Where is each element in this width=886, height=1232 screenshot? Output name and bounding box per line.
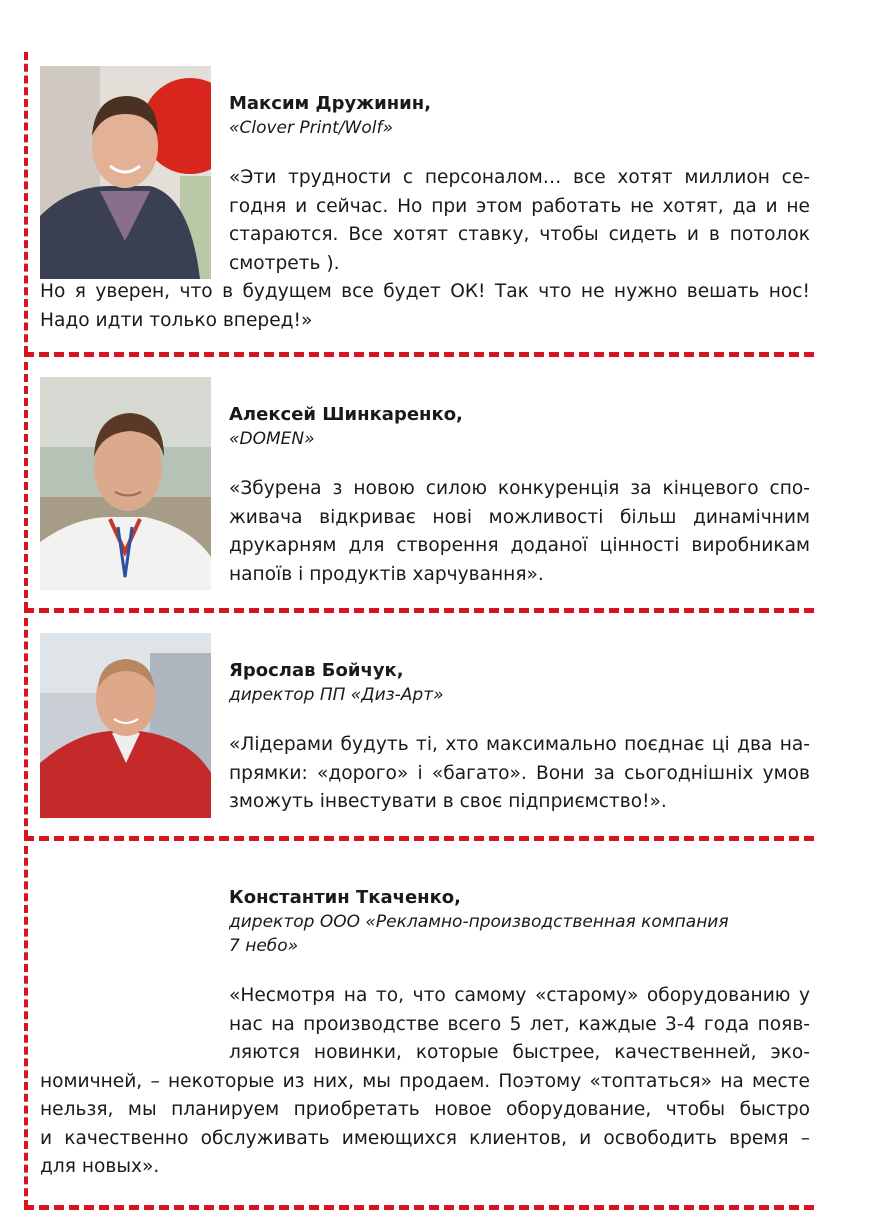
quote-line: живача відкриває нові можливості більш динамічним <box>229 506 810 528</box>
quote-text <box>40 731 810 817</box>
quote-text <box>40 982 810 1182</box>
person-company: «Clover Print/Wolf» <box>229 118 393 138</box>
quote-line: «Збурена з новою силою конкуренція за кінцевого спо- <box>229 478 810 499</box>
quote-line: друкарням для створення доданої цінності виробникам <box>229 535 810 556</box>
testimonial-boychuk <box>40 659 810 817</box>
quote-line: ляются новинки, которые быстрее, качественней, эко- <box>229 1042 810 1063</box>
divider-dashes-3 <box>24 836 814 841</box>
quote-line: номичней, – некоторые из них, мы продаем. Поэтому «топтаться» на месте <box>40 1070 810 1092</box>
quote-line: прямки: «дорого» і «багато». Вони за сьогоднішніх умов <box>229 762 810 784</box>
frame-left-dashes-4 <box>24 846 28 1208</box>
quote-line: «Несмотря на то, что самому «старому» оборудованию у <box>229 985 810 1006</box>
testimonial-druzhinin <box>40 92 810 335</box>
person-company: директор ПП «Диз-Арт» <box>229 685 444 705</box>
quote-line: «Эти трудности с персоналом… все хотят миллион се- <box>229 167 810 188</box>
quote-line: Надо идти только вперед!» <box>40 309 313 331</box>
quote-line: нельзя, мы планируем приобретать новое оборудование, чтобы быстро <box>40 1099 810 1120</box>
quote-line: для новых». <box>40 1156 160 1177</box>
quote-text <box>40 164 810 335</box>
divider-dashes-1 <box>24 352 814 357</box>
person-company: директор ООО «Рекламно-производственная компания <box>229 912 729 932</box>
quote-line: смотреть ). <box>229 252 340 274</box>
person-company: «DOMEN» <box>229 429 315 449</box>
quote-line: Но я уверен, что в будущем все будет ОК! Так что не нужно вешать нос! <box>40 281 810 302</box>
quote-line: нас на производстве всего 5 лет, каждые 3-4 года появ- <box>229 1013 810 1035</box>
person-name: Ярослав Бойчук, <box>229 660 404 681</box>
quote-line: напоїв і продуктів харчування». <box>229 563 544 585</box>
person-company-line-2: 7 небо» <box>229 936 299 956</box>
quote-line: годня и сейчас. Но при этом работать не хотят, да и не <box>229 195 810 217</box>
person-name: Константин Ткаченко, <box>229 887 462 908</box>
quote-line: зможуть інвестувати в своє підприємство!». <box>229 791 667 812</box>
frame-left-dashes-1 <box>24 52 28 354</box>
frame-left-dashes-2 <box>24 362 28 610</box>
person-name: Максим Дружинин, <box>229 93 432 114</box>
quote-text <box>40 475 810 589</box>
testimonial-shinkarenko <box>40 403 810 589</box>
quote-line: стараются. Все хотят ставку, чтобы сидеть и в потолок <box>229 224 810 245</box>
quote-line: «Лідерами будуть ті, хто максимально поєднає ці два на- <box>229 734 810 755</box>
quote-line: и качественно обслуживать имеющихся клиентов, и освободить время – <box>40 1127 810 1149</box>
divider-dashes-2 <box>24 608 814 613</box>
divider-dashes-4 <box>24 1205 814 1210</box>
person-name: Алексей Шинкаренко, <box>229 404 463 425</box>
testimonial-tkachenko <box>40 886 810 1182</box>
frame-left-dashes-3 <box>24 618 28 838</box>
